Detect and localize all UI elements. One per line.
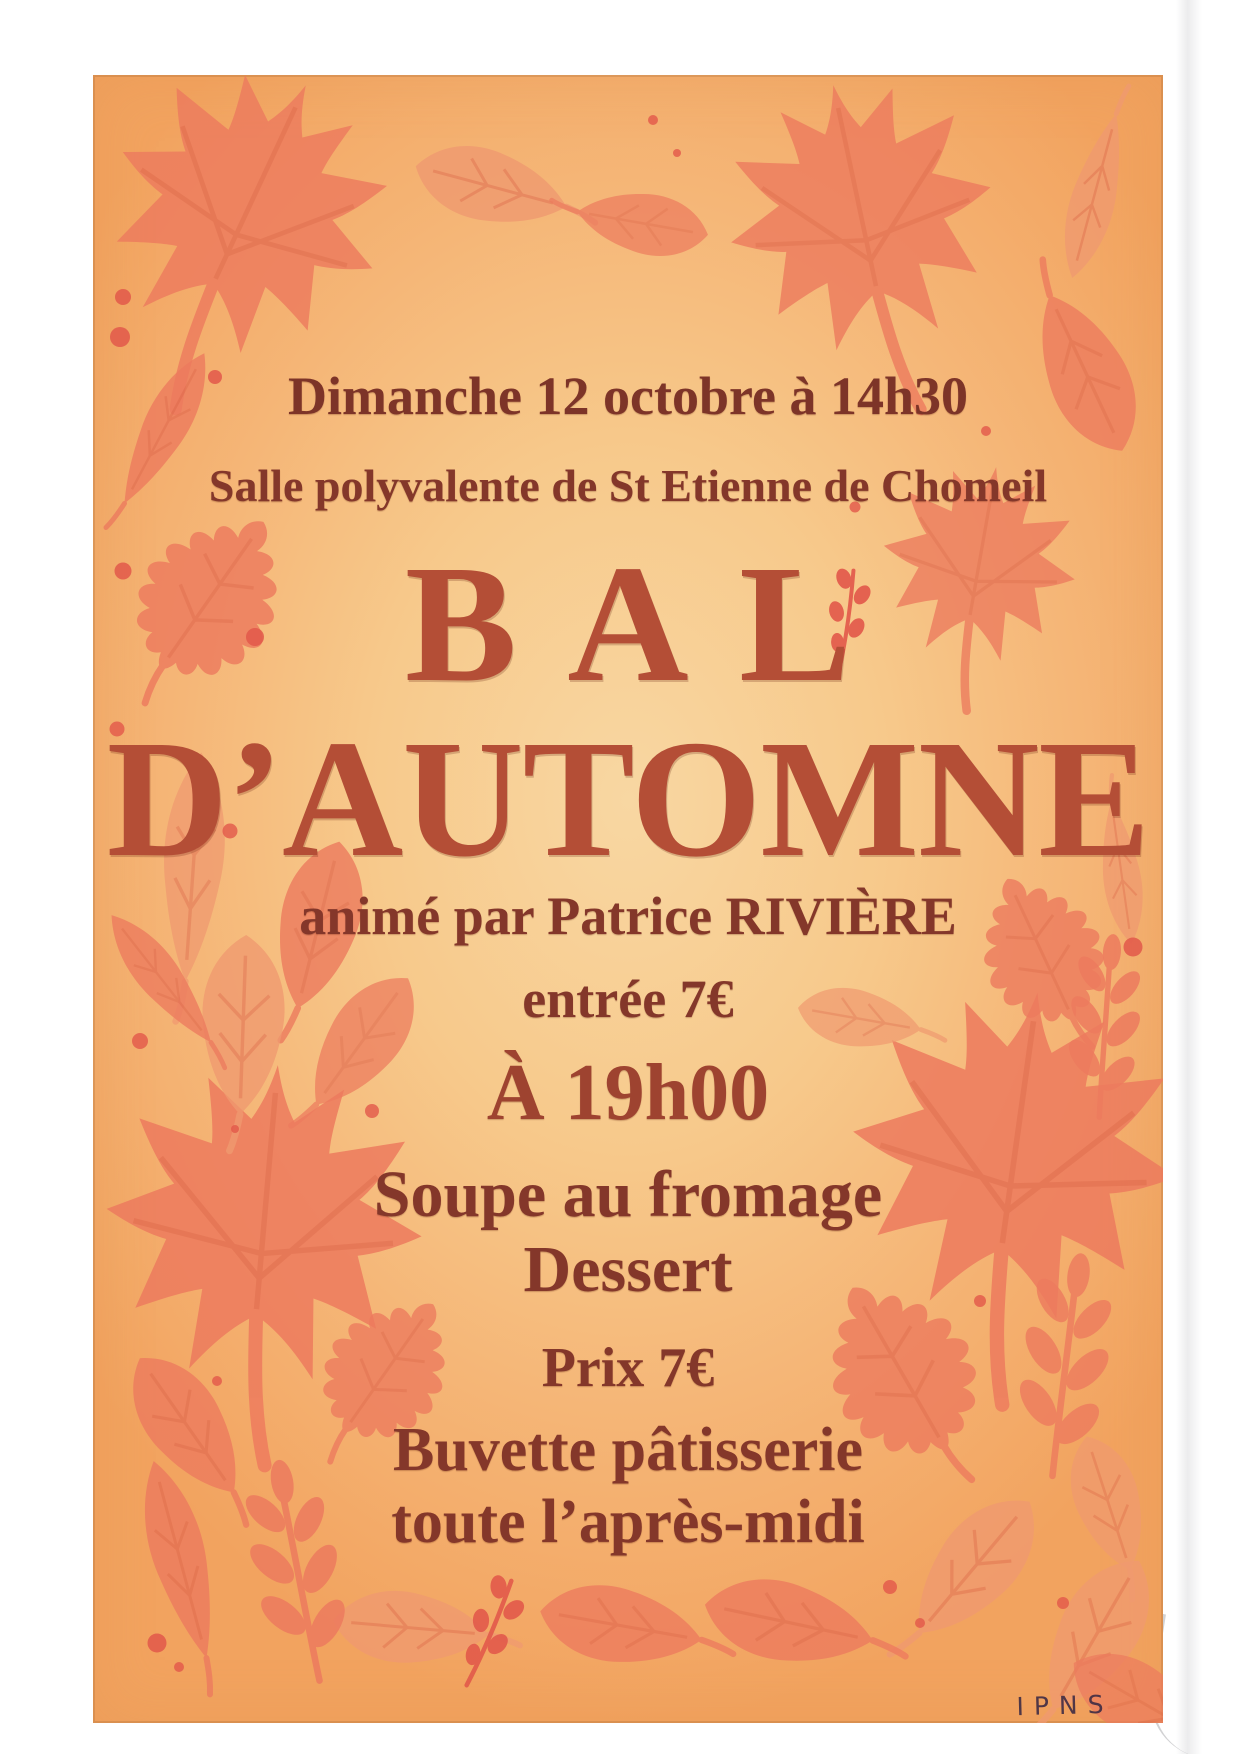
menu-item-1: Soupe au fromage (373, 1158, 883, 1231)
poster (93, 75, 1163, 1723)
date-line: Dimanche 12 octobre à 14h30 (288, 366, 968, 426)
poster-text (93, 75, 1163, 1723)
refreshments-line-2: toute l’après-midi (391, 1488, 865, 1556)
printer-note: IPNS (1016, 1689, 1114, 1722)
title-line-2: D’AUTOMNE (106, 706, 1150, 892)
title-line-1: BAL (404, 531, 902, 717)
scan-artifact-streak (1176, 0, 1202, 1754)
evening-time-line: À 19h00 (486, 1049, 770, 1137)
dinner-price-line: Prix 7€ (541, 1337, 715, 1399)
entry-fee-line: entrée 7€ (522, 969, 734, 1029)
menu-item-2: Dessert (523, 1233, 733, 1306)
venue-line: Salle polyvalente de St Etienne de Chomeil (208, 460, 1048, 511)
animator-line: animé par Patrice RIVIÈRE (299, 886, 957, 946)
refreshments-line-1: Buvette pâtisserie (392, 1416, 864, 1484)
